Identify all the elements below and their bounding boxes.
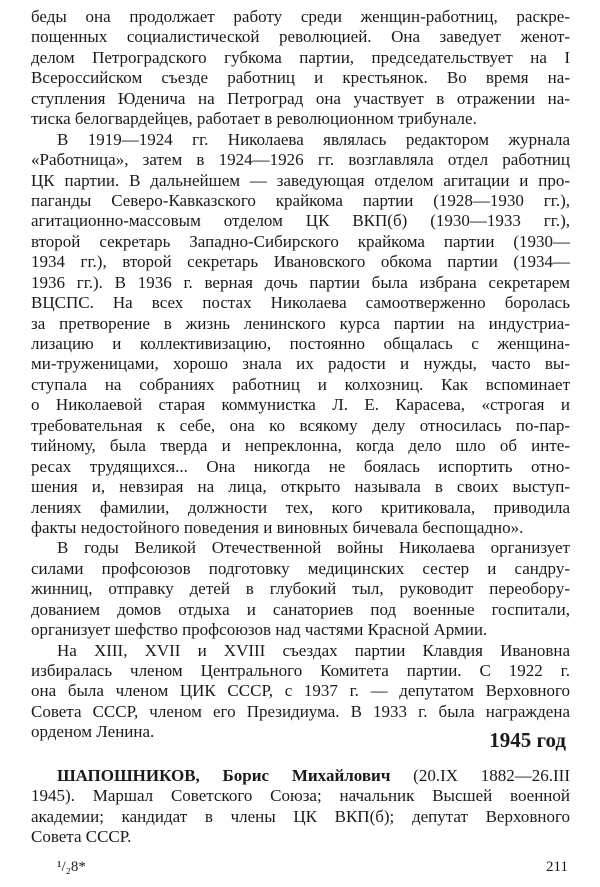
entry-dates: (20.IX 1882—26.III bbox=[413, 766, 571, 785]
paragraph-line: тиска белогвардейцев, работает в революционном трибунале. bbox=[31, 109, 477, 129]
paragraph-line: Всероссийском съезде работниц и крестьянок. Во время на- bbox=[31, 68, 570, 88]
paragraph-line: ВЦСПС. На всех постах Николаева самоотверженно боролась bbox=[31, 293, 570, 313]
paragraph-line: «Работница», затем в 1924—1926 гг. возглавляла отдел работниц bbox=[31, 150, 570, 170]
paragraph-line: паганды Северо-Кавказского крайкома партии (1928—1930 гг.), bbox=[31, 190, 570, 210]
page-number: 211 bbox=[546, 859, 568, 875]
entry-line: академии; кандидат в члены ЦК ВКП(б); депутат Верховного bbox=[31, 806, 570, 826]
paragraph-line: ми-труженицами, хорошо знала их радости и нужды, часто вы- bbox=[31, 354, 570, 374]
paragraph-line: она была членом ЦИК СССР, с 1937 г. — депутатом Верховного bbox=[31, 681, 570, 701]
paragraph-line: агитационно-массовым отделом ЦК ВКП(б) (1930—1933 гг.), bbox=[31, 211, 570, 231]
paragraph-line: силами профсоюзов подготовку медицинских сестер и сандру- bbox=[31, 558, 570, 578]
entry-line: Совета СССР. bbox=[31, 827, 132, 847]
biography-entry bbox=[31, 766, 570, 848]
main-text bbox=[31, 7, 570, 743]
paragraph-line: о Николаевой старая коммунистка Л. Е. Карасева, «строгая и bbox=[31, 395, 570, 415]
paragraph-line: В годы Великой Отечественной войны Николаева организует bbox=[57, 538, 570, 558]
paragraph-line: за претворение в жизнь ленинского курса партии на индустриа- bbox=[31, 313, 570, 333]
paragraph-line: делом Петроградского губкома партии, председательствует на I bbox=[31, 47, 570, 67]
paragraph-line: 1934 гг.), второй секретарь Ивановского обкома партии (1934— bbox=[31, 252, 570, 272]
paragraph-line: ресах трудящихся... Она никогда не боялась испортить отно- bbox=[31, 456, 570, 476]
paragraph-line: ступления Юденича на Петроград она участвует в отражении на- bbox=[31, 88, 570, 108]
paragraph-line: факты недостойного поведения и виновных бичевала беспощадно». bbox=[31, 517, 524, 537]
paragraph-line: лизацию и коллективизацию, постоянно общалась с женщина- bbox=[31, 334, 570, 353]
entry-name: ШАПОШНИКОВ, Борис Михайлович bbox=[57, 766, 391, 785]
paragraph-line: ЦК партии. В дальнейшем — заведующая отделом агитации и про- bbox=[31, 170, 570, 190]
paragraph-line: В 1919—1924 гг. Николаева являлась редактором журнала bbox=[57, 129, 570, 149]
paragraph-line: Совета СССР, членом его Президиума. В 1933 г. была награждена bbox=[31, 701, 570, 721]
printer-signature: ¹/₂8* bbox=[57, 859, 86, 875]
paragraph-line: ступала на собраниях работниц и колхозниц. Как вспоминает bbox=[31, 374, 570, 394]
entry-line: 1945). Маршал Советского Союза; начальник Высшей военной bbox=[31, 786, 570, 806]
paragraph-line: жинниц, отправку детей в глубокий тыл, руководит переобору- bbox=[31, 579, 570, 599]
paragraph-line: второй секретарь Западно-Сибирского крайкома партии (1930— bbox=[31, 231, 570, 251]
section-heading: 1945 год bbox=[489, 728, 566, 752]
paragraph-line: организует шефство профсоюзов над частями Красной Армии. bbox=[31, 620, 488, 640]
paragraph-line: 1936 гг.). В 1936 г. верная дочь партии была избрана секретарем bbox=[31, 272, 570, 292]
paragraph-line: дованием домов отдыха и санаториев под военные госпитали, bbox=[31, 599, 570, 619]
paragraph-line: тийному, была тверда и непреклонна, когда дело шло об инте- bbox=[31, 436, 570, 456]
paragraph-line: На XIII, XVII и XVIII съездах партии Клавдия Ивановна bbox=[57, 640, 570, 660]
paragraph-line: беды она продолжает работу среди женщин-работниц, раскре- bbox=[31, 7, 570, 26]
paragraph-line: пощенных социалистической революцией. Она заведует женот- bbox=[31, 27, 570, 47]
paragraph-line: избиралась членом Центрального Комитета партии. С 1922 г. bbox=[31, 661, 570, 680]
paragraph-line: лениях фамилии, должности тех, кого критиковала, приводила bbox=[31, 497, 570, 517]
paragraph-line: орденом Ленина. bbox=[31, 722, 155, 742]
entry-first-line bbox=[31, 766, 570, 786]
paragraph-line: требовательная к себе, она ко всякому делу относилась по-пар- bbox=[31, 415, 570, 435]
paragraph-line: шения и, невзирая на лица, открыто называла в своих выступ- bbox=[31, 477, 570, 497]
